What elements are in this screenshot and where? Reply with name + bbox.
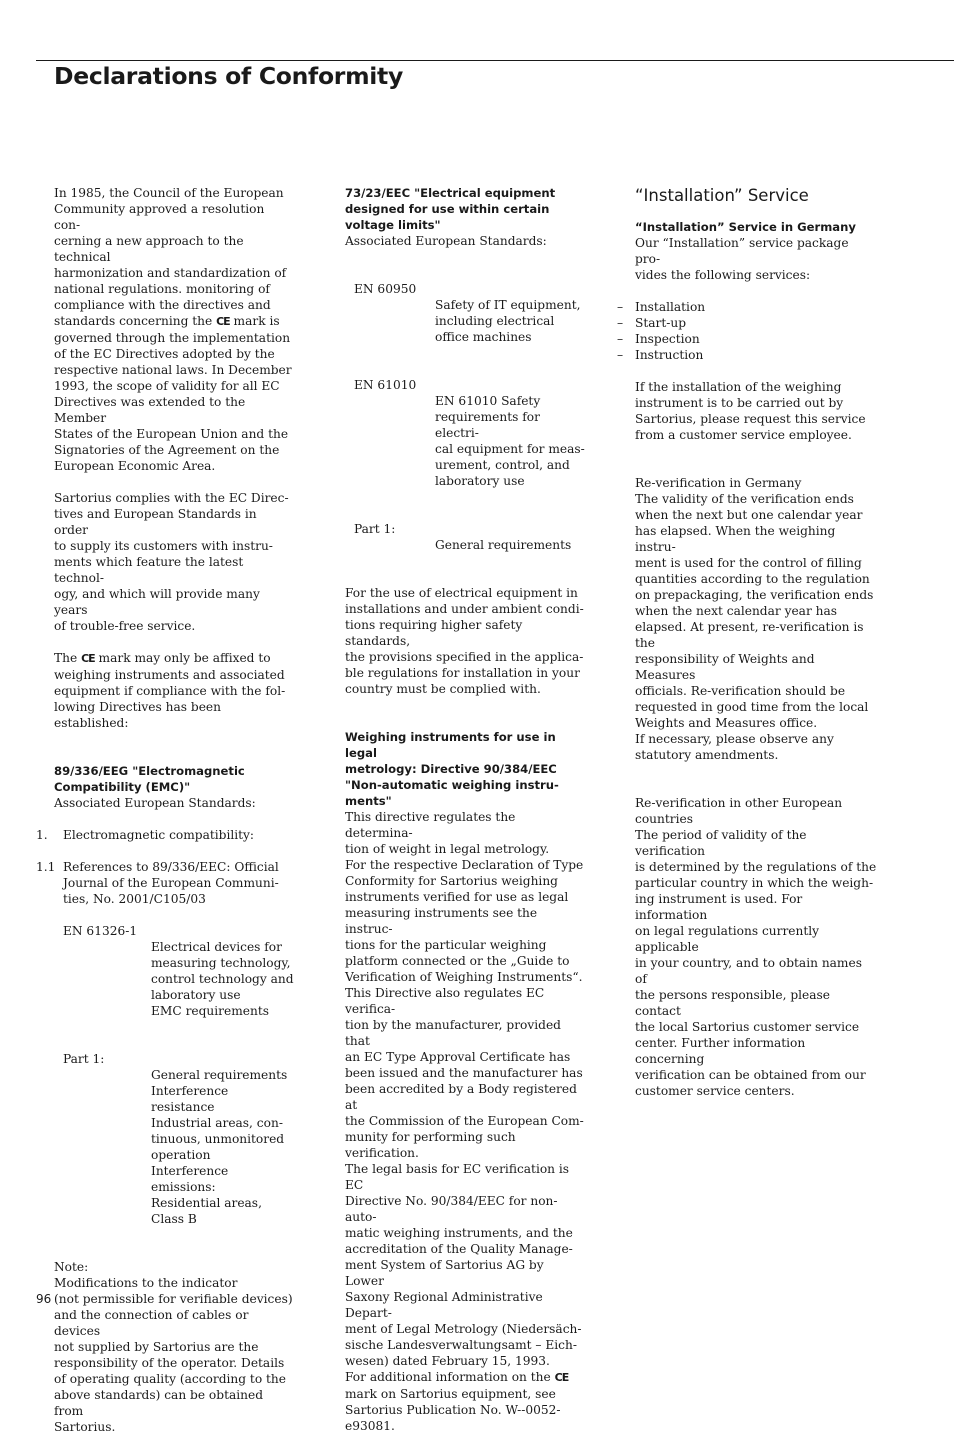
emc-associated-standards: Associated European Standards: [54,796,256,810]
dash-bullet: – [617,300,624,314]
intro-paragraph [54,185,294,474]
installation-request: If the installation of the weighing instrument is to be carried out by Sartorius, please request this service from a customer service employee. [635,380,866,442]
standard-key: Part 1: [354,522,396,536]
standard-description: General requirements [435,538,572,552]
complies-paragraph: Sartorius complies with the EC Direc- tives and European Standards in order to supply its customers with instru- ments which feature the latest technol- ogy, and which will provide many years of trouble-free service. [54,491,289,633]
ce-mark-icon: CE [216,315,230,328]
note-label: Note: [54,1260,89,1274]
services-list [617,299,877,363]
emc-heading: 89/336/EEG "Electromagnetic Compatibility (EMC)" [54,764,245,794]
lvd-note: For the use of electrical equipment in installations and under ambient condi- tions requiring higher safety standards, the provisions specified in the applica- ble regulations for installation in your country must be complied with. [345,586,584,696]
standard-key: EN 61010 [354,378,417,392]
list-item [617,347,877,363]
affix-paragraph [54,650,294,731]
list-item [617,331,877,347]
reverification-europe-heading: Re-verification in other European countries [635,796,843,826]
item-number: 1. [36,828,48,842]
header-rule [36,60,954,61]
item-text: References to 89/336/EEC: Official Journal of the European Communi- ties, No. 2001/C105/03 [63,860,279,906]
reverification-germany-text: The validity of the verification ends when the next but one calendar year has elapsed. When the weighing instru- ment is used for the control of filling quantities according to the regulation on prepackaging, the verification ends when the next calendar year has elapsed. At present, re-verification is the responsibility of Weights and Measures officials. Re-verification should be requested in good time from the local Weights and Measures office. If necessary, please observe any statutory amendments. [635,492,874,762]
standard-description: EN 61010 Safety requirements for electri- cal equipment for meas- urement, control, and laboratory use [435,394,585,488]
dash-bullet: – [617,348,624,362]
emc-item-1 [36,827,294,843]
service-label: Inspection [635,332,700,346]
service-label: Instruction [635,348,704,362]
lvd-associated-standards: Associated European Standards: [345,234,547,248]
list-item [617,315,877,331]
page-title: Declarations of Conformity [54,62,403,90]
standard-en60950 [354,265,585,361]
naw-heading: Weighing instruments for use in legal metrology: Directive 90/384/EEC "Non-automatic weighing instru- ments" [345,730,559,808]
list-item [617,299,877,315]
column-right [617,185,877,1099]
note-text: Modifications to the indicator (not permissible for verifiable devices) and the connection of cables or devices not supplied by Sartorius are the responsibility of the operator. Details of operating quality (according to the above standards) can be obtained from Sartorius. [54,1276,293,1434]
page-number: 96 [36,1292,52,1306]
standard-en61010 [354,361,585,505]
service-label: Installation [635,300,706,314]
standard-key: Part 1: [63,1052,105,1066]
affix-text-b: mark may only be affixed to weighing instruments and associated equipment if compliance with the fol- lowing Directives has been established: [54,651,286,730]
installation-germany-heading: “Installation” Service in Germany [635,220,856,234]
intro-text-b: mark is governed through the implementation of the EC Directives adopted by the respective national laws. In December 1993, the scope of validity for all EC Directives was extended to the Member States of the European Union and the Signatories of the Agreement on the European Economic Area. [54,314,292,473]
intro-text-a: In 1985, the Council of the European Community approved a resolution con- cerning a new approach to the technical harmonization and standardization of national regulations. monitoring of compliance with the directives and standards concerning the [54,186,287,328]
standard-key: EN 61326-1 [63,924,138,938]
naw-paragraph [345,809,585,1434]
standard-description: General requirements Interference resistance Industrial areas, con- tinuous, unmonitored operation Interference emissions: Residential areas, Class B [151,1068,288,1226]
standard-part1 [63,1035,294,1243]
ce-mark-icon: CE [554,1371,569,1384]
reverification-germany-heading: Re-verification in Germany [635,476,802,490]
standard-en61326 [63,907,294,1035]
service-label: Start-up [635,316,687,330]
item-number: 1.1 [36,860,56,874]
ce-mark-icon: CE [81,652,95,665]
column-middle [345,185,585,1434]
item-text: Electromagnetic compatibility: [63,828,255,842]
naw-text: This directive regulates the determina- tion of weight in legal metrology. For the respective Declaration of Type Conformity for Sartorius weighing instruments verified for use as legal measuring instruments see the instruc- tions for the particular weighing platform connected or the „Guide to Verification of Weighing Instruments“. This Directive also regulates EC verifica- tion by the manufacturer, provided that an EC Type Approval Certificate has been issued and the manufacturer has been accredited by a Body registered at the Commission of the European Com- munity for performing such verification. The legal basis for EC verification is EC Directive No. 90/384/EEC for non-auto- matic weighing instruments, and the accreditation of the Quality Manage- ment System of Sartorius AG by Lower Saxony Regional Administrative Depart- ment of Legal Metrology (Niedersäch- sische Landesverwaltungsamt – Eich- wesen) dated February 15, 1993. For additional information on the [345,810,584,1384]
standard-description: Safety of IT equipment, including electrical office machines [435,298,581,344]
reverification-europe-text: The period of validity of the verification is determined by the regulations of the particular country in which the weigh- ing instrument is used. For information on legal regulations currently applicable in your country, and to obtain names of the persons responsible, please contact the local Sartorius customer service center. Further information concerning verification can be obtained from our customer service centers. [635,828,877,1098]
lvd-heading: 73/23/EEC "Electrical equipment designed for use within certain voltage limits" [345,186,556,232]
dash-bullet: – [617,316,624,330]
affix-text-a: The [54,651,82,665]
installation-intro: Our “Installation” service package pro- vides the following services: [635,236,849,282]
standard-description: Electrical devices for measuring technology, control technology and laboratory use EMC requirements [151,940,294,1018]
naw-text-b: mark on Sartorius equipment, see Sartorius Publication No. W--0052- e93081. [345,1387,561,1433]
dash-bullet: – [617,332,624,346]
standard-part1 [354,505,585,569]
installation-service-heading: “Installation” Service [635,186,809,205]
standard-key: EN 60950 [354,282,417,296]
emc-item-1-1 [36,859,294,907]
